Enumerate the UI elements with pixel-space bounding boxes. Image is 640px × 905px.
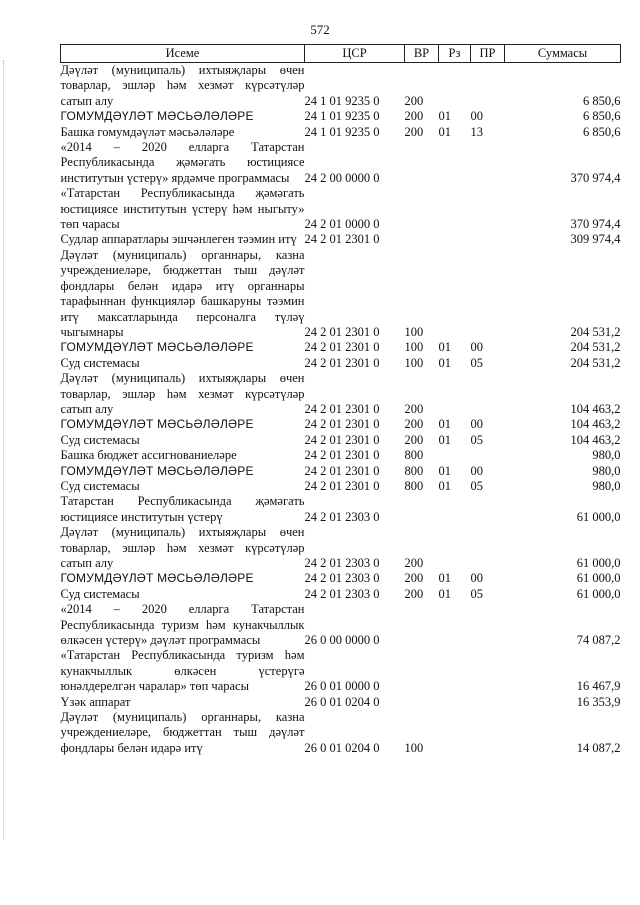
table-row: [61, 63, 621, 110]
row-rz-cell: 01: [438, 417, 451, 432]
row-sum-cell: 309 974,4: [570, 232, 621, 247]
table-row: [61, 340, 621, 355]
row-name-text: Суд системасы: [60, 355, 140, 370]
row-csr-cell: 24 2 01 2301 0: [304, 232, 380, 247]
row-name-text: ГОМУМДӘҮЛӘТ МӘСЬӘЛӘЛӘРЕ: [60, 109, 254, 124]
row-name-text: Суд системасы: [60, 432, 140, 447]
row-name-text: Үзәк аппарат: [60, 694, 131, 709]
row-rz-cell: 01: [438, 355, 451, 370]
row-pr-cell: [471, 602, 505, 648]
row-pr-cell: [471, 525, 505, 571]
header-vr: ВР: [405, 45, 439, 63]
row-sum-cell: 370 974,4: [570, 217, 621, 232]
row-rz-cell: [439, 63, 471, 110]
row-sum-cell: 6 850,6: [583, 93, 621, 108]
table-row: [61, 648, 621, 694]
row-name-text: ГОМУМДӘҮЛӘТ МӘСЬӘЛӘЛӘРЕ: [60, 340, 254, 355]
row-name-cell: [61, 63, 305, 110]
row-name-text: ГОМУМДӘҮЛӘТ МӘСЬӘЛӘЛӘРЕ: [60, 417, 254, 432]
row-sum-cell: 74 087,2: [576, 633, 621, 648]
row-sum-cell: 204 531,2: [570, 324, 621, 339]
row-pr-cell: [471, 371, 505, 417]
row-rz-cell: 01: [438, 340, 451, 355]
table-row: [61, 125, 621, 140]
table-row: [61, 494, 621, 525]
row-name-text: «2014 – 2020 елларга Татарстан Республикасында туризм һәм кунакчыллык өлкәсен үстерү» дәүләт программасы: [60, 602, 305, 648]
row-rz-cell: [439, 371, 471, 417]
row-name-text: Дәүләт (муниципаль) ихтыяҗлары өчен товарлар, эшләр һәм хезмәт күрсәтүләр сатып алу: [60, 63, 305, 108]
row-vr-cell: 100: [404, 324, 424, 339]
row-sum-cell: 204 531,2: [570, 355, 621, 370]
row-name-text: Суд системасы: [60, 586, 140, 601]
row-name-text: Башка бюджет ассигнованиеләре: [60, 448, 237, 463]
row-name-cell: [61, 571, 305, 586]
row-name-cell: [61, 448, 305, 463]
row-name-cell: [61, 232, 305, 247]
row-rz-cell: [439, 602, 471, 648]
row-vr-cell: 200: [404, 124, 424, 139]
row-name-text: Татарстан Республикасында җәмәгать юстициясе институтын үстерү: [60, 494, 305, 524]
row-pr-cell: [471, 695, 505, 710]
row-sum-cell: 104 463,2: [570, 401, 621, 416]
row-rz-cell: 01: [438, 478, 451, 493]
row-pr-cell: 00: [470, 463, 483, 478]
row-csr-cell: 24 2 01 2301 0: [304, 448, 380, 463]
table-row: [61, 140, 621, 186]
row-vr-cell: 200: [404, 586, 424, 601]
row-vr-cell: 100: [404, 355, 424, 370]
row-csr-cell: 24 2 01 2303 0: [304, 571, 380, 586]
row-name-cell: [61, 356, 305, 371]
row-rz-cell: [439, 186, 471, 232]
row-name-text: «Татарстан Республикасында туризм һәм кунакчыллык өлкәсен үстерүгә юнәлдерелгән чаралар» төп чарасы: [60, 648, 305, 694]
row-vr-cell: [405, 648, 439, 694]
row-pr-cell: 00: [470, 340, 483, 355]
row-sum-cell: 61 000,0: [576, 556, 621, 570]
row-vr-cell: 100: [404, 740, 424, 755]
row-csr-cell: 26 0 01 0000 0: [304, 679, 380, 694]
table-row: [61, 433, 621, 448]
row-sum-cell: 61 000,0: [576, 509, 621, 524]
row-sum-cell: 980,0: [592, 463, 621, 478]
row-name-text: ГОМУМДӘҮЛӘТ МӘСЬӘЛӘЛӘРЕ: [60, 571, 254, 586]
row-pr-cell: [471, 140, 505, 186]
row-name-cell: [61, 695, 305, 710]
row-csr-cell: 24 2 01 2303 0: [304, 509, 380, 524]
row-rz-cell: [439, 248, 471, 340]
row-pr-cell: 05: [470, 432, 483, 447]
row-sum-cell: 6 850,6: [583, 109, 621, 124]
row-rz-cell: [439, 648, 471, 694]
row-pr-cell: 13: [470, 124, 483, 139]
row-name-cell: [61, 248, 305, 340]
table-row: [61, 479, 621, 494]
row-csr-cell: 24 2 00 0000 0: [304, 170, 380, 185]
table-row: [61, 571, 621, 586]
row-name-cell: [61, 494, 305, 525]
row-pr-cell: [471, 63, 505, 110]
row-sum-cell: 980,0: [592, 448, 621, 463]
row-name-text: Башка гомумдәүләт мәсьәләләре: [60, 124, 235, 139]
header-sum: Суммасы: [505, 45, 621, 63]
row-sum-cell: 16 467,9: [576, 679, 621, 694]
row-sum-cell: 61 000,0: [576, 571, 621, 586]
row-sum-cell: 14 087,2: [576, 740, 621, 755]
table-row: [61, 371, 621, 417]
row-vr-cell: 800: [404, 478, 424, 493]
row-name-cell: [61, 433, 305, 448]
row-rz-cell: 01: [438, 571, 451, 586]
row-rz-cell: [439, 448, 471, 463]
table-row: [61, 602, 621, 648]
row-sum-cell: 204 531,2: [570, 340, 621, 355]
row-rz-cell: 01: [438, 124, 451, 139]
row-csr-cell: 24 2 01 2301 0: [304, 355, 380, 370]
row-csr-cell: 24 2 01 2303 0: [304, 586, 380, 601]
row-name-cell: [61, 525, 305, 571]
row-name-text: Дәүләт (муниципаль) ихтыяҗлары өчен товарлар, эшләр һәм хезмәт күрсәтүләр сатып алу: [60, 525, 305, 570]
row-csr-cell: 24 1 01 9235 0: [304, 124, 380, 139]
row-pr-cell: 05: [470, 478, 483, 493]
row-name-cell: [61, 464, 305, 479]
row-rz-cell: 01: [438, 109, 451, 124]
row-name-cell: [61, 417, 305, 432]
row-pr-cell: [471, 648, 505, 694]
table-body: [61, 63, 621, 757]
row-vr-cell: 200: [404, 401, 424, 416]
row-csr-cell: 26 0 00 0000 0: [304, 633, 380, 648]
row-sum-cell: 16 353,9: [576, 694, 621, 709]
scan-margin-line: [3, 60, 4, 840]
row-pr-cell: [471, 494, 505, 525]
row-name-cell: [61, 710, 305, 756]
row-rz-cell: 01: [438, 432, 451, 447]
table-row: [61, 417, 621, 432]
row-rz-cell: [439, 695, 471, 710]
row-name-text: «Татарстан Республикасында җәмәгать юстициясе институтын үстерү һәм ныгыту» төп чарасы: [60, 186, 305, 232]
table-row: [61, 448, 621, 463]
row-name-text: Дәүләт (муниципаль) органнары, казна учреждениеләре, бюджеттан тыш дәүләт фондлары белән идарә итү органнары тарафыннан функцияләр башкаруны тәэмин итү максатларында персоналга түләү чыгымнары: [60, 247, 305, 339]
row-csr-cell: 24 2 01 2303 0: [304, 556, 380, 570]
row-pr-cell: [471, 248, 505, 340]
row-name-cell: [61, 125, 305, 140]
row-name-cell: [61, 602, 305, 648]
table-row: [61, 356, 621, 371]
row-rz-cell: 01: [438, 586, 451, 601]
row-rz-cell: [439, 494, 471, 525]
row-csr-cell: 24 2 01 2301 0: [304, 478, 380, 493]
row-sum-cell: 6 850,6: [583, 124, 621, 139]
row-vr-cell: 800: [404, 463, 424, 478]
row-name-text: ГОМУМДӘҮЛӘТ МӘСЬӘЛӘЛӘРЕ: [60, 463, 254, 478]
table-row: [61, 464, 621, 479]
row-vr-cell: 200: [404, 571, 424, 586]
row-name-cell: [61, 186, 305, 232]
row-name-text: Дәүләт (муниципаль) ихтыяҗлары өчен товарлар, эшләр һәм хезмәт күрсәтүләр сатып алу: [60, 371, 305, 416]
row-name-cell: [61, 371, 305, 417]
page-number: 572: [310, 22, 330, 37]
header-rz: Рз: [439, 45, 471, 63]
row-csr-cell: 24 1 01 9235 0: [304, 93, 380, 108]
row-vr-cell: 200: [404, 93, 424, 108]
row-sum-cell: 61 000,0: [576, 586, 621, 601]
table-row: [61, 587, 621, 602]
row-pr-cell: [471, 710, 505, 756]
row-name-cell: [61, 479, 305, 494]
table-row: [61, 248, 621, 340]
row-rz-cell: [439, 140, 471, 186]
table-row: [61, 525, 621, 571]
row-pr-cell: 05: [470, 355, 483, 370]
table-row: [61, 109, 621, 124]
row-name-text: Судлар аппаратлары эшчәнлеген тәэмин итү: [60, 232, 297, 247]
table-row: [61, 710, 621, 756]
row-name-text: Дәүләт (муниципаль) органнары, казна учреждениеләре, бюджеттан тыш дәүләт фондлары белән идарә итү: [60, 710, 305, 755]
row-rz-cell: [439, 232, 471, 247]
row-vr-cell: 800: [404, 448, 424, 463]
row-pr-cell: 05: [470, 586, 483, 601]
row-vr-cell: 200: [404, 432, 424, 447]
row-csr-cell: 24 1 01 9235 0: [304, 109, 380, 124]
row-csr-cell: 24 2 01 2301 0: [304, 324, 380, 339]
row-vr-cell: 200: [404, 417, 424, 432]
row-vr-cell: [405, 494, 439, 525]
row-vr-cell: [405, 232, 439, 247]
row-rz-cell: [439, 525, 471, 571]
row-csr-cell: 24 2 01 2301 0: [304, 401, 380, 416]
row-vr-cell: 200: [404, 556, 424, 570]
table-row: [61, 232, 621, 247]
row-vr-cell: 100: [404, 340, 424, 355]
row-name-cell: [61, 648, 305, 694]
row-rz-cell: [439, 710, 471, 756]
row-name-cell: [61, 340, 305, 355]
header-name: Исеме: [61, 45, 305, 63]
row-sum-cell: 104 463,2: [570, 432, 621, 447]
row-pr-cell: [471, 232, 505, 247]
row-vr-cell: [405, 695, 439, 710]
table-row: [61, 695, 621, 710]
row-csr-cell: 24 2 01 2301 0: [304, 417, 380, 432]
row-name-cell: [61, 109, 305, 124]
row-vr-cell: 200: [404, 109, 424, 124]
row-sum-cell: 370 974,4: [570, 170, 621, 185]
row-vr-cell: [405, 602, 439, 648]
row-pr-cell: [471, 448, 505, 463]
table-header-row: [61, 45, 621, 63]
header-csr: ЦСР: [305, 45, 405, 63]
row-csr-cell: 24 2 01 2301 0: [304, 463, 380, 478]
row-csr-cell: 24 2 01 0000 0: [304, 217, 380, 232]
row-sum-cell: 980,0: [592, 478, 621, 493]
row-csr-cell: 24 2 01 2301 0: [304, 432, 380, 447]
row-csr-cell: 24 2 01 2301 0: [304, 340, 380, 355]
row-pr-cell: 00: [470, 571, 483, 586]
table-row: [61, 186, 621, 232]
row-vr-cell: [405, 186, 439, 232]
row-name-text: «2014 – 2020 елларга Татарстан Республикасында җәмәгать юстициясе институтын үстерү» ярдәмче программасы: [60, 140, 305, 185]
row-csr-cell: 26 0 01 0204 0: [304, 694, 380, 709]
budget-table: [60, 44, 621, 756]
row-sum-cell: 104 463,2: [570, 417, 621, 432]
row-name-cell: [61, 587, 305, 602]
row-pr-cell: 00: [470, 109, 483, 124]
row-csr-cell: 26 0 01 0204 0: [304, 740, 380, 755]
row-rz-cell: 01: [438, 463, 451, 478]
row-name-cell: [61, 140, 305, 186]
row-pr-cell: [471, 186, 505, 232]
row-pr-cell: 00: [470, 417, 483, 432]
row-name-text: Суд системасы: [60, 478, 140, 493]
row-vr-cell: [405, 140, 439, 186]
header-pr: ПР: [471, 45, 505, 63]
